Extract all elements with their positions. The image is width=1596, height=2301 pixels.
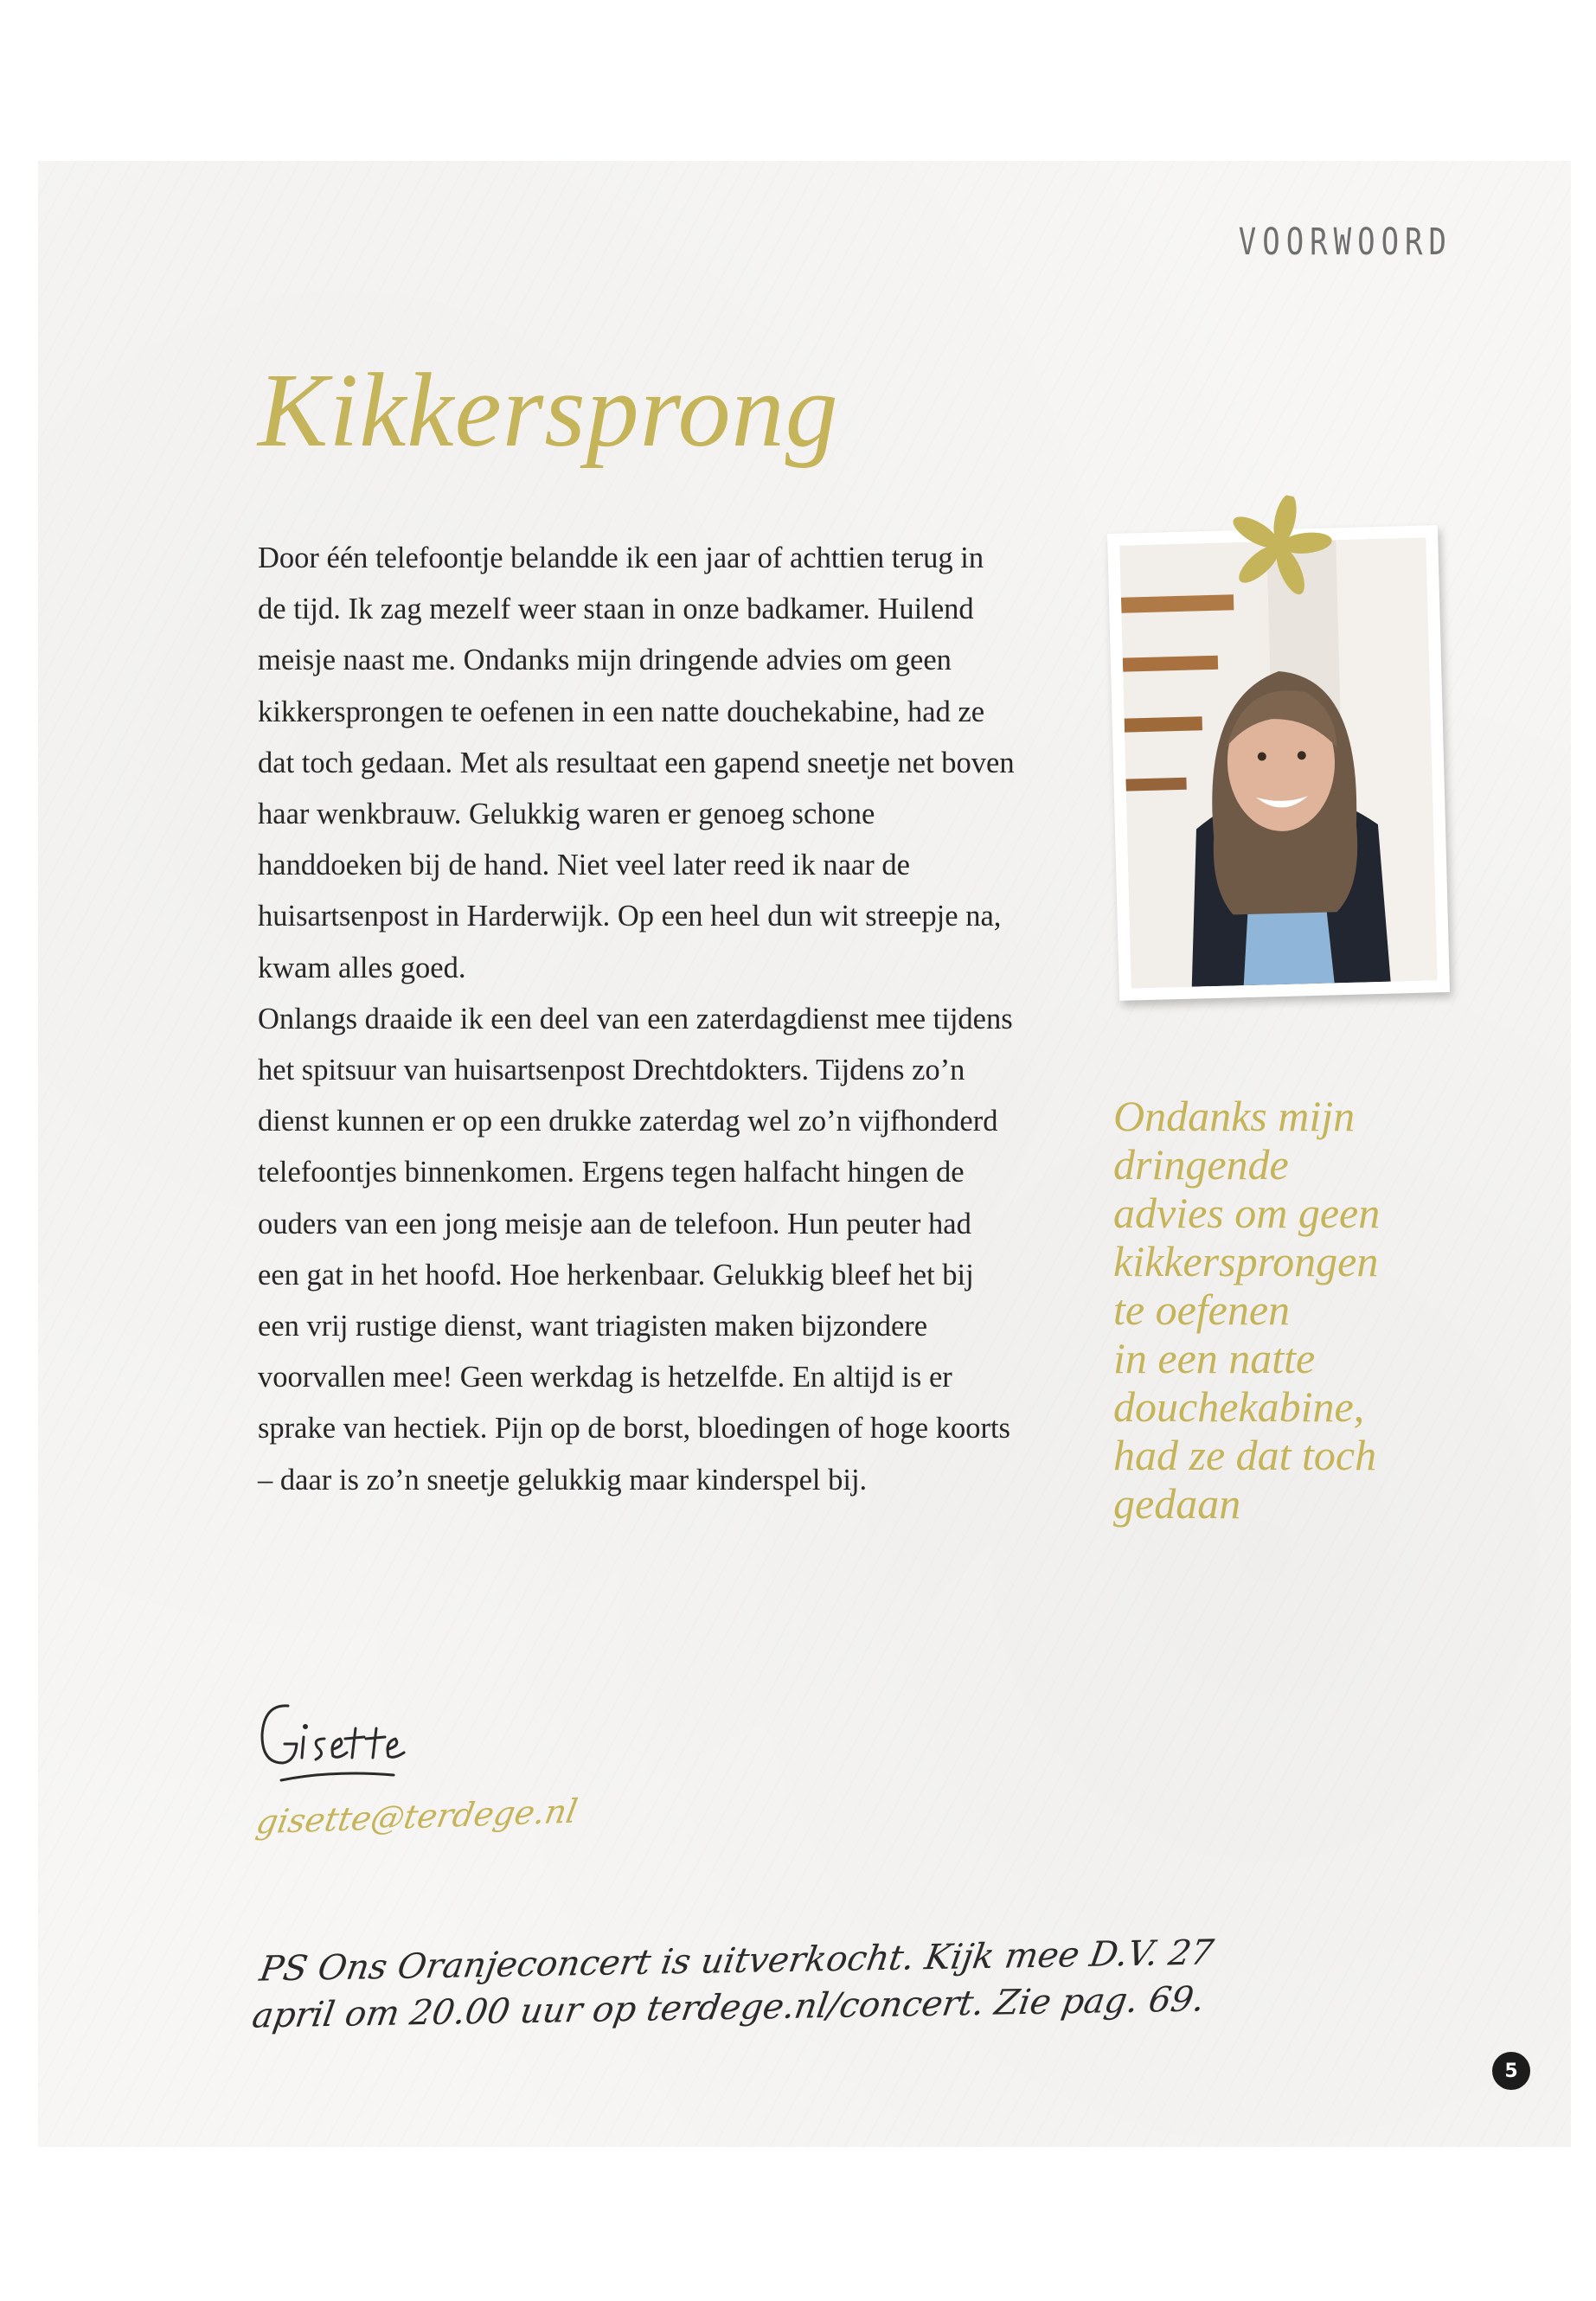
article-title: Kikkersprong	[258, 352, 839, 469]
article-body	[258, 533, 1019, 1506]
pull-quote-line: douchekabine,	[1113, 1382, 1365, 1431]
pull-quote-line: in een natte	[1113, 1334, 1316, 1382]
section-label: VOORWOORD	[1238, 221, 1452, 264]
pull-quote-line: kikkersprongen	[1113, 1237, 1379, 1285]
pull-quote-line: dringende	[1113, 1140, 1289, 1189]
page-number-badge: 5	[1492, 2052, 1530, 2090]
pull-quote-line: advies om geen	[1113, 1189, 1381, 1237]
author-email: gisette@terdege.nl	[253, 1791, 580, 1842]
asterisk-icon	[1219, 485, 1340, 606]
pull-quote-line: te oefenen	[1113, 1285, 1291, 1334]
portrait-image	[1119, 537, 1437, 988]
pull-quote-line: Ondanks mijn	[1113, 1092, 1356, 1140]
pull-quote	[1113, 1092, 1459, 1528]
pull-quote-line: gedaan	[1113, 1479, 1241, 1528]
pull-quote-line: had ze dat toch	[1113, 1431, 1377, 1479]
postscript-note: PS Ons Oranjeconcert is uitverkocht. Kijk mee D.V. 27 april om 20.00 uur op terdege.nl/concert. Zie pag. 69.	[249, 1932, 1216, 2036]
body-paragraph: Onlangs draaide ik een deel van een zaterdagdienst mee tijdens het spitsuur van huisartsenpost Drechtdokters. Tijdens zo’n dienst kunnen er op een drukke zaterdag wel zo’n vijfhonderd telefoontjes binnenkomen. Ergens tegen halfacht hingen de ouders van een jong meisje aan de telefoon. Hun peuter had een gat in het hoofd. Hoe herkenbaar. Gelukkig bleef het bij een vrij rustige dienst, want triagisten maken bijzondere voorvallen mee! Geen werkdag is hetzelfde. En altijd is er sprake van hectiek. Pijn op de borst, bloedingen of hoge koorts – daar is zo’n sneetje gelukkig maar kinderspel bij.	[258, 1002, 1013, 1497]
handwritten-signature	[255, 1694, 420, 1789]
body-paragraph: Door één telefoontje belandde ik een jaar of achttien terug in de tijd. Ik zag mezelf weer staan in onze badkamer. Huilend meisje naast me. Ondanks mijn dringende advies om geen kikkersprongen te oefenen in een natte douchekabine, had ze dat toch gedaan. Met als resultaat een gapend sneetje net boven haar wenkbrauw. Gelukkig waren er genoeg schone handdoeken bij de hand. Niet veel later reed ik naar de huisartsenpost in Harderwijk. Op een heel dun wit streepje na, kwam alles goed.	[258, 542, 1015, 984]
